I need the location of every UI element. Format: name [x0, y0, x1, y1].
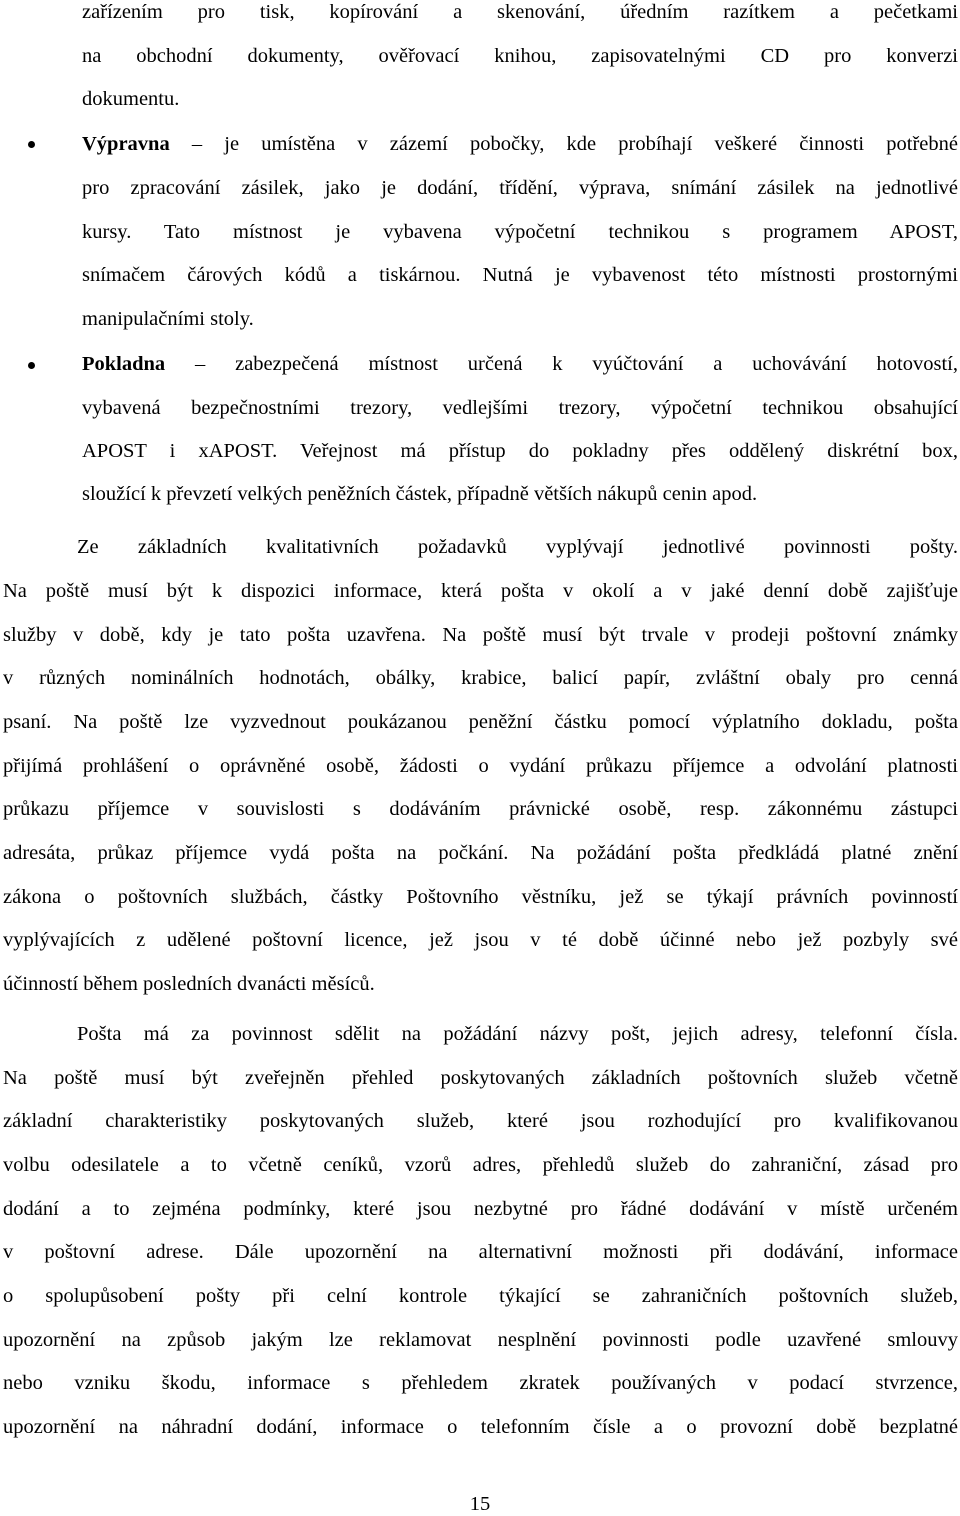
text-line: psaní. Na poště lze vyzvednout poukázanou peněžní částku pomocí výplatního dokladu, pošta: [3, 711, 958, 733]
page-number: 15: [469, 1493, 491, 1515]
text-line: upozornění na způsob jakým lze reklamovat nesplnění povinnosti podle uzavřené smlouvy: [3, 1329, 958, 1351]
text-line: Na poště musí být k dispozici informace, která pošta v okolí a v jaké denní době zajišťuje: [3, 580, 958, 602]
text-line: volbu odesilatele a to včetně ceníků, vzorů adres, přehledů služeb do zahraniční, zásad pro: [3, 1154, 958, 1176]
text-line: na obchodní dokumenty, ověřovací knihou, zapisovatelnými CD pro konverzi: [82, 45, 958, 67]
bullet-icon: [28, 362, 35, 369]
text-line: účinností během posledních dvanácti měsíců.: [3, 973, 375, 995]
text-line: Na poště musí být zveřejněn přehled poskytovaných základních poštovních služeb včetně: [3, 1067, 958, 1089]
text-line: vybavená bezpečnostními trezory, vedlejšími trezory, výpočetní technikou obsahující: [82, 397, 958, 419]
text-line: pro zpracování zásilek, jako je dodání, třídění, výprava, snímání zásilek na jednotlivé: [82, 177, 958, 199]
text-line: manipulačními stoly.: [82, 308, 254, 330]
text-line: zákona o poštovních službách, částky Poštovního věstníku, jež se týkají právních povinností: [3, 886, 958, 908]
text-line: zařízením pro tisk, kopírování a skenování, úředním razítkem a pečetkami: [82, 1, 958, 23]
text-line: v různých nominálních hodnotách, obálky, krabice, balicí papír, zvláštní obaly pro cenná: [3, 667, 958, 689]
term-pokladna: Pokladna: [82, 353, 166, 375]
text-line: nebo vzniku škodu, informace s přehledem zkratek používaných v podací stvrzence,: [3, 1372, 958, 1394]
text-line: základní charakteristiky poskytovaných služeb, které jsou rozhodující pro kvalifikovanou: [3, 1110, 958, 1132]
text-line: Pošta má za povinnost sdělit na požádání názvy pošt, jejich adresy, telefonní čísla.: [77, 1023, 958, 1045]
text-line: dodání a to zejména podmínky, které jsou nezbytné pro řádné dodávání v místě určeném: [3, 1198, 958, 1220]
text-line: v poštovní adrese. Dále upozornění na alternativní možnosti při dodávání, informace: [3, 1241, 958, 1263]
text-line: průkazu příjemce v souvislosti s dodáváním právnické osobě, resp. zákonnému zástupci: [3, 798, 958, 820]
text-line: snímačem čárových kódů a tiskárnou. Nutná je vybavenost této místnosti prostornými: [82, 264, 958, 286]
text-line: přijímá prohlášení o oprávněné osobě, žádosti o vydání průkazu příjemce a odvolání platnosti: [3, 755, 958, 777]
text-line: [82, 354, 958, 375]
term-vypravna: Výpravna: [82, 133, 170, 155]
text-line: APOST i xAPOST. Veřejnost má přístup do pokladny přes oddělený diskrétní box,: [82, 440, 958, 462]
text-span: – je umístěna v zázemí pobočky, kde probíhají veškeré činnosti potřebné: [169, 133, 958, 155]
text-line: služby v době, kdy je tato pošta uzavřena. Na poště musí být trvale v prodeji poštovní známky: [3, 624, 958, 646]
text-line: adresáta, průkaz příjemce vydá pošta na počkání. Na požádání pošta předkládá platné znění: [3, 842, 958, 864]
text-span: – zabezpečená místnost určená k vyúčtování a uchovávání hotovostí,: [165, 353, 958, 375]
text-line: o spolupůsobení pošty při celní kontrole týkající se zahraničních poštovních služeb,: [3, 1285, 958, 1307]
text-line: dokumentu.: [82, 88, 180, 110]
text-line: upozornění na náhradní dodání, informace o telefonním čísle a o provozní době bezplatné: [3, 1416, 958, 1438]
text-line: [82, 134, 958, 155]
text-line: kursy. Tato místnost je vybavena výpočetní technikou s programem APOST,: [82, 221, 958, 243]
text-line: Ze základních kvalitativních požadavků vyplývají jednotlivé povinnosti pošty.: [77, 536, 958, 558]
text-line: vyplývajících z udělené poštovní licence, jež jsou v té době účinné nebo jež pozbyly své: [3, 929, 958, 951]
bullet-icon: [28, 141, 35, 148]
text-line: sloužící k převzetí velkých peněžních částek, případně větších nákupů cenin apod.: [82, 483, 758, 505]
